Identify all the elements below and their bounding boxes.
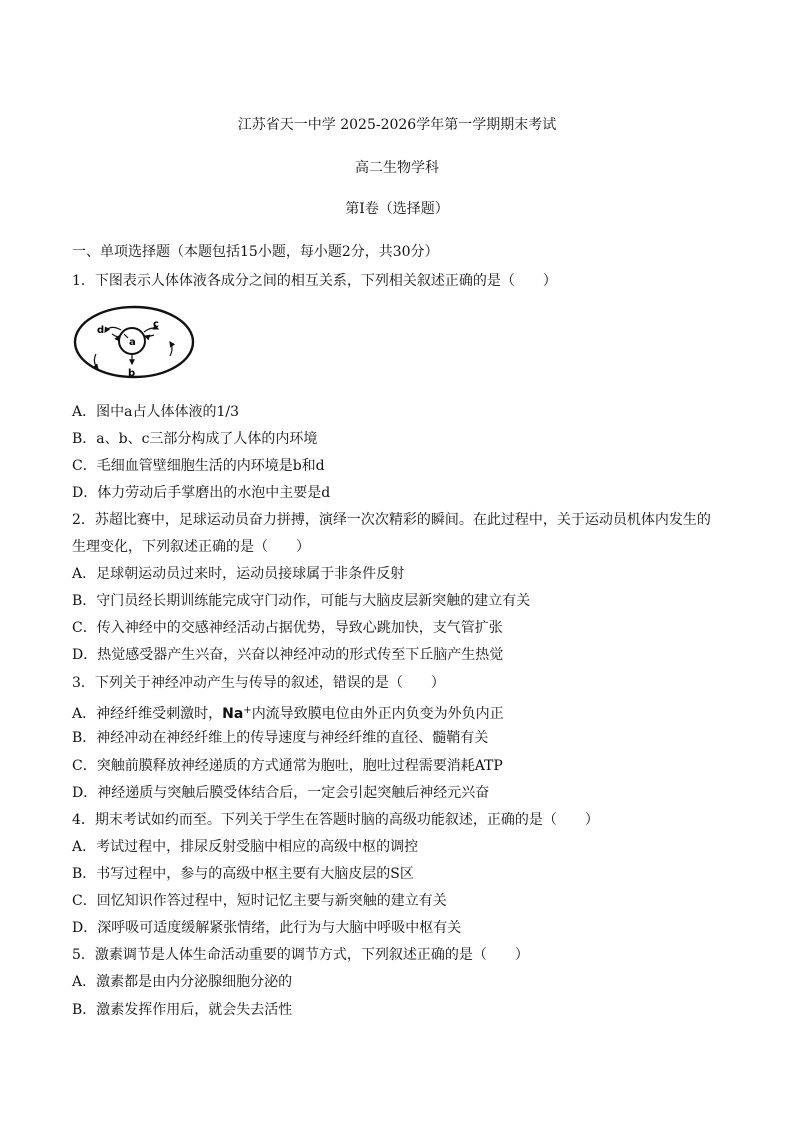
q2-stem-line1: 2．苏超比赛中，足球运动员奋力拼搏，演绎一次次精彩的瞬间。在此过程中，关于运动员机体内发生的 bbox=[72, 512, 711, 528]
q1-option-d: D．体力劳动后手掌磨出的水泡中主要是d bbox=[72, 485, 331, 501]
volume-title: 第Ⅰ卷（选择题） bbox=[345, 201, 449, 217]
q3-option-a-prefix: A．神经纤维受刺激时， bbox=[72, 706, 223, 722]
q2-option-a: A．足球朝运动员过来时，运动员接球属于非条件反射 bbox=[72, 566, 405, 582]
q3-option-b: B．神经冲动在神经纤维上的传导速度与神经纤维的直径、髓鞘有关 bbox=[72, 730, 489, 746]
q4-option-b: B．书写过程中，参与的高级中枢主要有大脑皮层的S区 bbox=[72, 866, 414, 882]
body-fluid-diagram bbox=[72, 304, 196, 382]
q2-option-c: C．传入神经中的交感神经活动占据优势，导致心跳加快，支气管扩张 bbox=[72, 620, 503, 636]
q3-option-c: C．突触前膜释放神经递质的方式通常为胞吐，胞吐过程需要消耗ATP bbox=[72, 758, 503, 774]
q4-stem: 4．期末考试如约而至。下列关于学生在答题时脑的高级功能叙述，正确的是（ ） bbox=[72, 812, 599, 828]
sodium-ion-charge: + bbox=[243, 705, 252, 716]
q3-option-d: D．神经递质与突触后膜受体结合后，一定会引起突触后神经元兴奋 bbox=[72, 785, 490, 801]
diagram-label-c: c bbox=[153, 319, 159, 330]
q5-option-a: A．激素都是由内分泌腺细胞分泌的 bbox=[72, 974, 293, 990]
q1-option-a: A．图中a占人体体液的1/3 bbox=[72, 404, 239, 420]
subject-title: 高二生物学科 bbox=[355, 160, 439, 176]
q4-option-a: A．考试过程中，排尿反射受脑中相应的高级中枢的调控 bbox=[72, 839, 419, 855]
q2-stem-line2: 生理变化，下列叙述正确的是（ ） bbox=[72, 539, 310, 555]
q5-option-b: B．激素发挥作用后，就会失去活性 bbox=[72, 1002, 293, 1018]
q3-option-a bbox=[72, 702, 504, 723]
diagram-label-b: b bbox=[128, 368, 136, 379]
q1-option-b: B．a、b、c三部分构成了人体的内环境 bbox=[72, 431, 318, 447]
q4-option-c: C．回忆知识作答过程中，短时记忆主要与新突触的建立有关 bbox=[72, 893, 447, 909]
diagram-label-a: a bbox=[129, 337, 136, 348]
q2-option-b: B．守门员经长期训练能完成守门动作，可能与大脑皮层新突触的建立有关 bbox=[72, 593, 531, 609]
q5-stem: 5．激素调节是人体生命活动重要的调节方式，下列叙述正确的是（ ） bbox=[72, 947, 529, 963]
q3-stem: 3．下列关于神经冲动产生与传导的叙述，错误的是（ ） bbox=[72, 675, 445, 691]
q2-option-d: D．热觉感受器产生兴奋，兴奋以神经冲动的形式传至下丘脑产生热觉 bbox=[72, 647, 504, 663]
q1-stem: 1．下图表示人体体液各成分之间的相互关系，下列相关叙述正确的是（ ） bbox=[72, 273, 557, 289]
exam-title: 江苏省天一中学 2025-2026学年第一学期期末考试 bbox=[237, 117, 557, 133]
sodium-ion-symbol: Na bbox=[222, 706, 244, 722]
q3-option-a-suffix: 内流导致膜电位由外正内负变为外负内正 bbox=[251, 706, 504, 722]
body-fluid-diagram-svg bbox=[72, 304, 196, 382]
q4-option-d: D．深呼吸可适度缓解紧张情绪，此行为与大脑中呼吸中枢有关 bbox=[72, 920, 462, 936]
diagram-label-d: d bbox=[97, 325, 105, 336]
q1-option-c: C．毛细血管壁细胞生活的内环境是b和d bbox=[72, 458, 325, 474]
section-heading: 一、单项选择题（本题包括15小题，每小题2分，共30分） bbox=[72, 244, 439, 260]
